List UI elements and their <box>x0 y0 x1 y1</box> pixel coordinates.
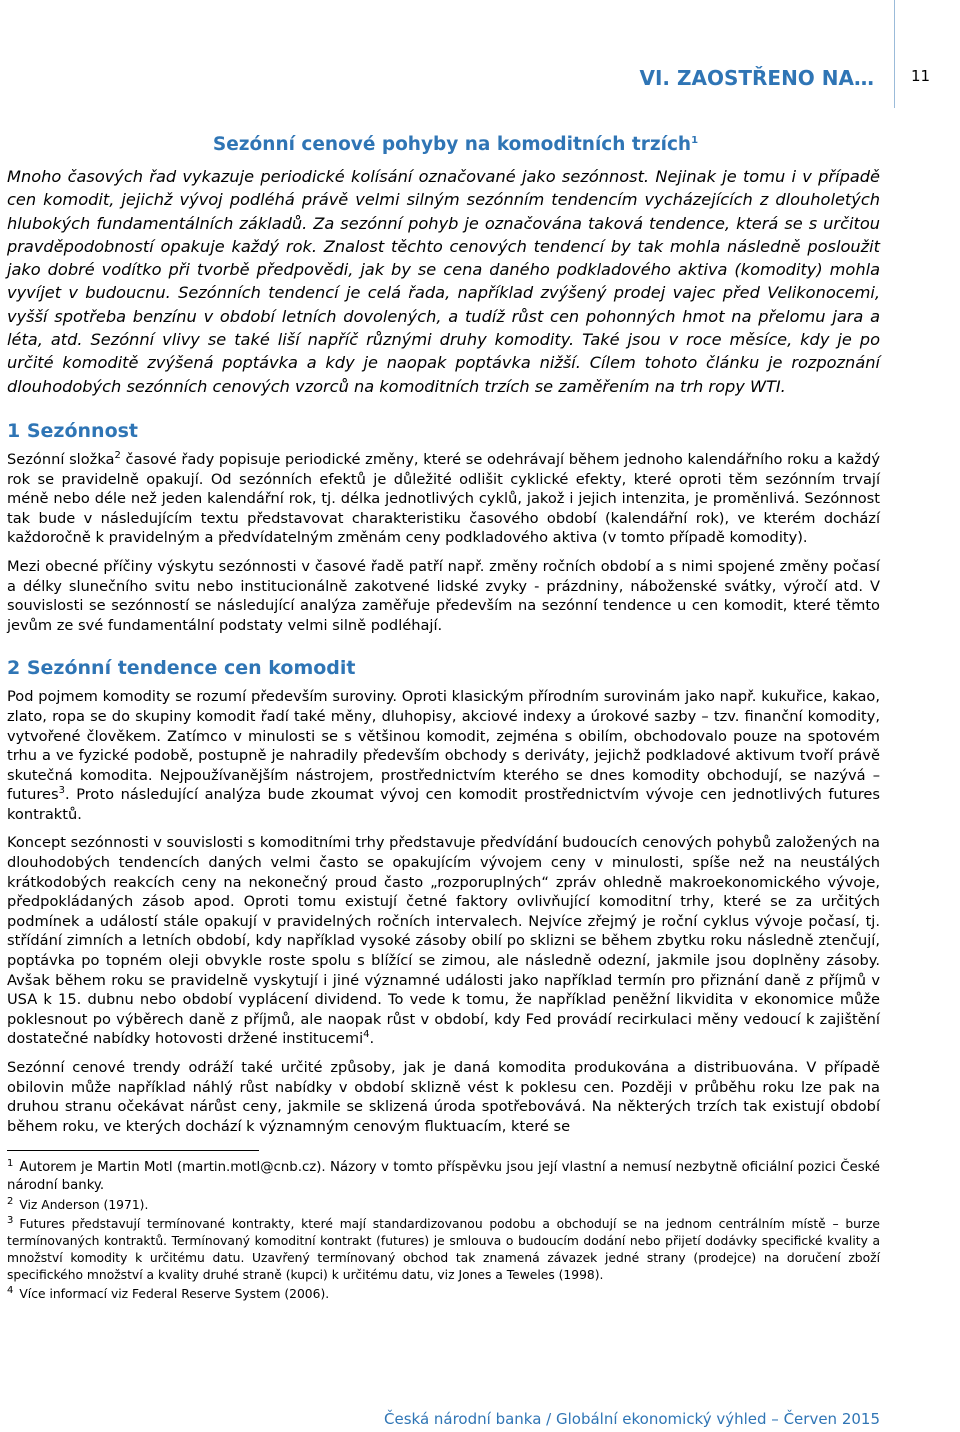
footnote-3 <box>7 1216 880 1284</box>
footnote-2 <box>7 1197 880 1214</box>
paragraph <box>7 450 880 548</box>
footnote-separator <box>7 1150 259 1151</box>
footnote-ref-3[interactable]: 3 <box>58 785 65 797</box>
footnote-text: Futures představují termínované kontrakty, které mají standardizovanou podobu a obchodují se na jednom centrálním místě – burze termínovaných kontraktů. Termínovaný komoditní kontrakt (futures) je smlouva o budoucím dodání nebo přijetí dodávky specifické kvality a množství komodity k určitému datu. Uzavřený termínovaný obchod tak znamená závazek jedné strany (prodejce) na doručení zboží specifického množství a kvality druhé straně (kupci) k určitému datu, viz Jones a Teweles (1998). <box>7 1217 880 1283</box>
page-footer: Česká národní banka / Globální ekonomický výhled – Červen 2015 <box>384 1410 880 1428</box>
paragraph-text: Sezónní složka <box>7 450 115 468</box>
footnote-1 <box>7 1159 880 1195</box>
paragraph-text: časové řady popisuje periodické změny, které se odehrávají během jednoho kalendářního roku a každý rok se pravidelně opakují. Od sezónních efektů je důležité odlišit cyklické efekty, které oproti těm sezónním trvají méně nebo déle než jeden kalendářní rok, tj. délka jednotlivých cyklů, jakož i jejich intenzita, je proměnlivá. Sezónnost tak bude v následujícím textu představovat charakteristiku časového období (kalendářní rok), ve kterém dochází každoročně k pravidelným a předvídatelným změnám ceny podkladového aktiva (v tomto případě komodity). <box>7 450 880 547</box>
footnote-mark: 3 <box>7 1215 14 1227</box>
footnote-ref-1[interactable]: 1 <box>691 134 699 146</box>
paragraph-text: . Proto následující analýza bude zkoumat vývoj cen komodit prostřednictvím vývoje cen jednotlivých futures kontraktů. <box>7 786 880 823</box>
section-heading-1: 1 Sezónnost <box>7 419 139 442</box>
lead-paragraph: Mnoho časových řad vykazuje periodické kolísání označované jako sezónnost. Nejinak je tomu i v případě cen komodit, jejichž vývoj podléhá právě velmi silným sezónním tendencím vycházejících z dlouholetých hlubokých fundamentálních základů. Za sezónní pohyb je označována taková tendence, která se s určitou pravděpodobností opakuje každý rok. Znalost těchto cenových tendencí by tak mohla následně posloužit jako dobré vodítko při tvorbě předpovědi, jak by se cena daného podkladového aktiva (komodity) mohla vyvíjet v budoucnu. Sezónních tendencí je celá řada, například zvýšený prodej vajec před Velikonocemi, vyšší spotřeba benzínu v období letních dovolených, a tudíž růst cen pohonných hmot na přelomu jara a léta, atd. Sezónní vlivy se také liší napříč různými druhy komodity. Také jsou v roce měsíce, kdy je po určité komoditě zvýšená poptávka a kdy je naopak poptávka nižší. Cílem tohoto článku je rozpoznání dlouhodobých sezónních cenových vzorců na komoditních trzích se zaměřením na trh ropy WTI. <box>7 167 880 396</box>
paragraph-text: Pod pojmem komodity se rozumí především suroviny. Oproti klasickým přírodním surovinám jako např. kukuřice, kakao, zlato, ropa se do skupiny komodit řadí také měny, dluhopisy, akciové indexy a úrokové sazby – tzv. finanční komodity, vytvořené člověkem. Zatímco v minulosti se s většinou komodit, zejména s obilím, obchodovalo pouze na spotovém trhu a ve fyzické podobě, postupně je nahradily především obchody s deriváty, jejichž podkladové aktivum tvoří právě skutečná komodita. Nejpoužívanějším nástrojem, prostřednictvím kterého se dnes komodity obchodují, se nazývá – futures <box>7 688 880 804</box>
header-divider <box>894 0 895 108</box>
article-title-text: Sezónní cenové pohyby na komoditních trzích <box>212 134 692 155</box>
page-number: 11 <box>911 67 931 85</box>
page-content <box>7 134 880 1305</box>
section-label: VI. ZAOSTŘENO NA… <box>639 66 874 90</box>
footnote-text: Viz Anderson (1971). <box>19 1198 149 1213</box>
paragraph-text: Koncept sezónnosti v souvislosti s komoditními trhy představuje předvídání budoucích cenových pohybů založených na dlouhodobých tendencích daných velmi často se opakujícím vývojem ceny v minulosti, spíše než na neustálých krátkodobých reakcích ceny na nekonečný proud často „rozporuplných“ zpráv ohledně makroekonomického vývoje, předpokládaných zásob apod. Oproti tomu existují četné faktory ovlivňující komoditní trhy, které se za určitých podmínek a událostí stále opakují v pravidelných ročních intervalech. Nejvíce zřejmý je roční cyklus vývoje počasí, tj. střídání zimních a letních období, kdy například vysoké zásoby obilí po sklizni se během zbytku roku následně ztenčují, poptávka po topném oleji obvykle roste spolu s blížící se zimou, ale následně odezní, jakmile jsou doplněny zásoby. Avšak během roku se pravidelně vyskytují i jiné významné události jako například termín pro přiznání daně z příjmů v USA k 15. dubnu nebo období vyplácení dividend. To vede k tomu, že například peněžní likvidita v ekonomice může poklesnout po výběrech daně z příjmů, ale naopak růst v období, kdy Fed provádí recirkulaci měny vedoucí k zajištění dostatečné nabídky hotovosti držené institucemi <box>7 834 880 1048</box>
footnote-text: Více informací viz Federal Reserve System (2006). <box>19 1287 330 1302</box>
paragraph-text: . <box>369 1030 375 1048</box>
paragraph <box>7 833 880 1049</box>
footnote-ref-4[interactable]: 4 <box>363 1029 370 1041</box>
footnote-text: Autorem je Martin Motl (martin.motl@cnb.cz). Názory v tomto příspěvku jsou její vlastní a nemusí nezbytně oficiální pozici České národní banky. <box>7 1160 880 1194</box>
footnote-mark: 2 <box>7 1196 14 1208</box>
paragraph: Mezi obecné příčiny výskytu sezónnosti v časové řadě patří např. změny ročních období a s nimi spojené změny počasí a délky slunečního svitu nebo institucionálně zakotvené lidské zvyky - prázdniny, náboženské svátky, výročí atd. V souvislosti se sezónností se následující analýza zaměřuje především na sezónní tendence u cen komodit, které těmto jevům ze své fundamentální podstaty velmi silně podléhají. <box>7 557 880 634</box>
footnote-4 <box>7 1286 880 1303</box>
article-title <box>7 134 880 155</box>
section-heading-2: 2 Sezónní tendence cen komodit <box>7 657 356 680</box>
footnote-mark: 4 <box>7 1285 14 1297</box>
paragraph <box>7 687 880 824</box>
footnote-mark: 1 <box>7 1157 14 1169</box>
footnote-ref-2[interactable]: 2 <box>114 450 121 462</box>
paragraph: Sezónní cenové trendy odráží také určité způsoby, jak je daná komodita produkována a distribuována. V případě obilovin může například náhlý růst nabídky v období sklizně vést k poklesu cen. Později v průběhu roku lze pak na druhou stranu očekávat nárůst ceny, jakmile se sklizená úroda spotřebovává. Na některých trzích tak existují období během roku, ve kterých dochází k významným cenovým fluktuacím, které se <box>7 1059 880 1135</box>
